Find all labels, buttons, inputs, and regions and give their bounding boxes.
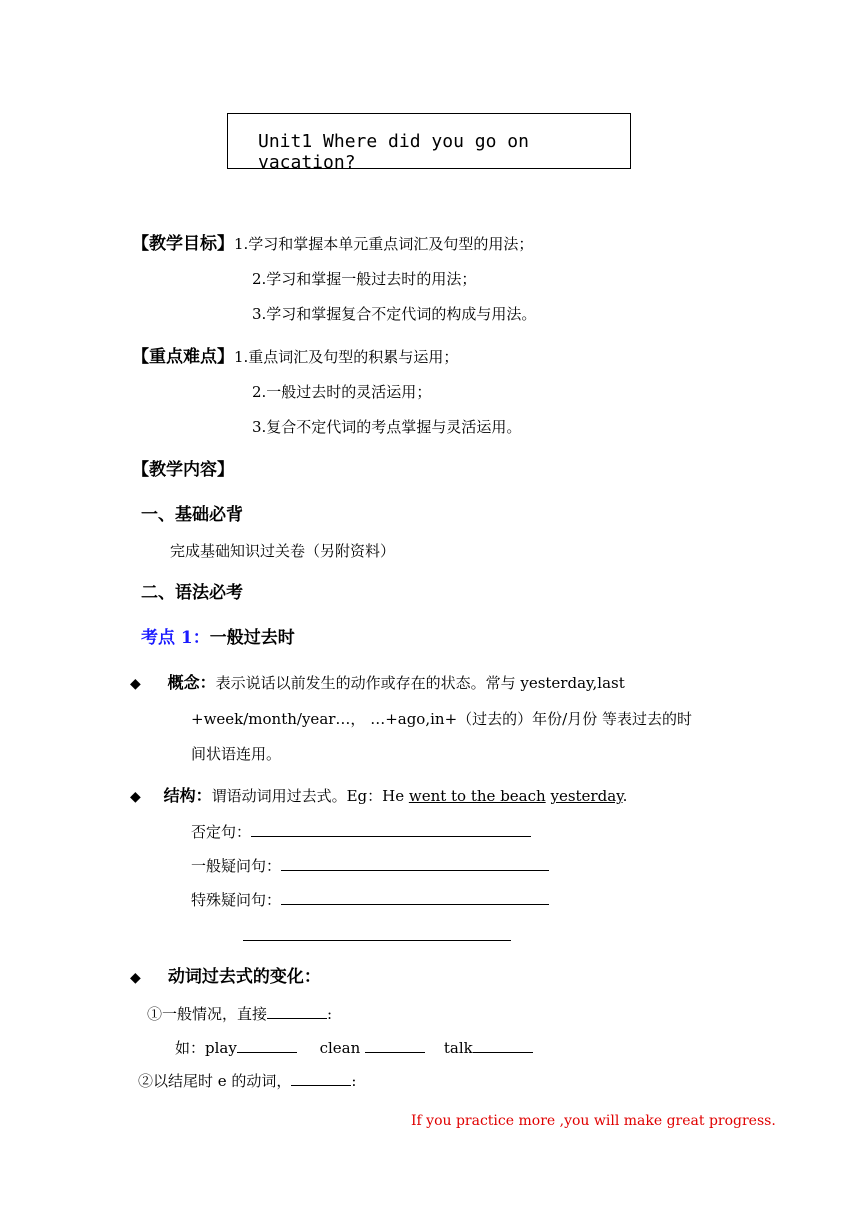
talk-blank[interactable] (473, 1038, 533, 1053)
general-question-blank[interactable] (281, 856, 549, 871)
document-title: Unit1 Where did you go on vacation? (258, 131, 529, 173)
key-points-row-1 (132, 342, 458, 367)
rule1-text: ①一般情况，直接 (147, 1005, 268, 1023)
objectives-item-1: 1.学习和掌握本单元重点词汇及句型的用法； (234, 235, 534, 253)
footer-motto: If you practice more ,you will make great progress. (411, 1113, 776, 1129)
rule2-row: ②以结尾时 e 的动词， : (138, 1072, 357, 1090)
verb-change-bullet-icon: ◆ (130, 970, 141, 986)
rule2-blank[interactable] (291, 1071, 351, 1086)
concept-label: 概念： (167, 673, 216, 692)
example-phrase-2: yesterday (550, 787, 623, 805)
structure-row: ◆ 结构：谓语动词用过去式。Eg：He went to the beach yesterday. (130, 786, 628, 805)
objectives-label: 【教学目标】 (132, 234, 234, 254)
clean-blank[interactable] (365, 1038, 425, 1053)
examples-row (175, 1037, 533, 1058)
structure-bullet-icon: ◆ (130, 789, 141, 805)
key-points-label: 【重点难点】 (132, 347, 234, 367)
section2-heading: 二、语法必考 (141, 583, 243, 603)
content-label: 【教学内容】 (132, 460, 234, 480)
negative-label: 否定句： (191, 823, 252, 841)
concept-bullet-icon: ◆ (130, 676, 141, 692)
special-question-row (191, 889, 549, 910)
structure-label: 结构： (163, 786, 212, 805)
kaodian1-heading (141, 623, 295, 648)
general-question-label: 一般疑问句： (191, 857, 282, 875)
example-talk-label: talk (443, 1039, 473, 1057)
verb-change-row (130, 962, 321, 987)
objectives-item-3: 3.学习和掌握复合不定代词的构成与用法。 (252, 305, 537, 323)
special-question-label: 特殊疑问句： (191, 891, 282, 909)
concept-row-1 (130, 670, 625, 693)
special-question-blank[interactable] (281, 890, 549, 905)
special-question-blank-2[interactable] (243, 926, 511, 941)
example-clean-label: clean (319, 1039, 361, 1057)
general-question-row (191, 855, 549, 876)
negative-row (191, 821, 531, 842)
play-blank[interactable] (237, 1038, 297, 1053)
rule1-blank[interactable] (267, 1004, 327, 1019)
objectives-item-2: 2.学习和掌握一般过去时的用法； (252, 270, 477, 288)
section1-text: 完成基础知识过关卷（另附资料） (170, 542, 396, 560)
key-points-item-3: 3.复合不定代词的考点掌握与灵活运用。 (252, 418, 522, 436)
objectives-row-1 (132, 229, 533, 254)
title-box (227, 113, 631, 173)
concept-line-3: 间状语连用。 (191, 745, 282, 763)
concept-line-2: +week/month/year…， …+ago,in+（过去的）年份/月份 等表过去的时 (191, 710, 692, 728)
kaodian1-title: 一般过去时 (209, 628, 295, 648)
section1-heading: 一、基础必背 (141, 505, 243, 525)
kaodian1-prefix: 考点 1： (141, 628, 210, 648)
rule2-text: ②以结尾时 e 的动词， (138, 1072, 292, 1090)
key-points-item-1: 1.重点词汇及句型的积累与运用； (234, 348, 459, 366)
structure-text: 谓语动词用过去式。Eg：He (211, 787, 409, 805)
rule1-row: ①一般情况，直接 : (147, 1005, 333, 1023)
negative-blank[interactable] (251, 822, 531, 837)
key-points-item-2: 2.一般过去时的灵活运用； (252, 383, 432, 401)
example-phrase-1: went to the beach (408, 787, 546, 805)
concept-line-1: 表示说话以前发生的动作或存在的状态。常与 yesterday,last (215, 674, 625, 692)
verb-change-heading: 动词过去式的变化： (167, 967, 321, 987)
example-play-label: 如：play (175, 1039, 237, 1057)
